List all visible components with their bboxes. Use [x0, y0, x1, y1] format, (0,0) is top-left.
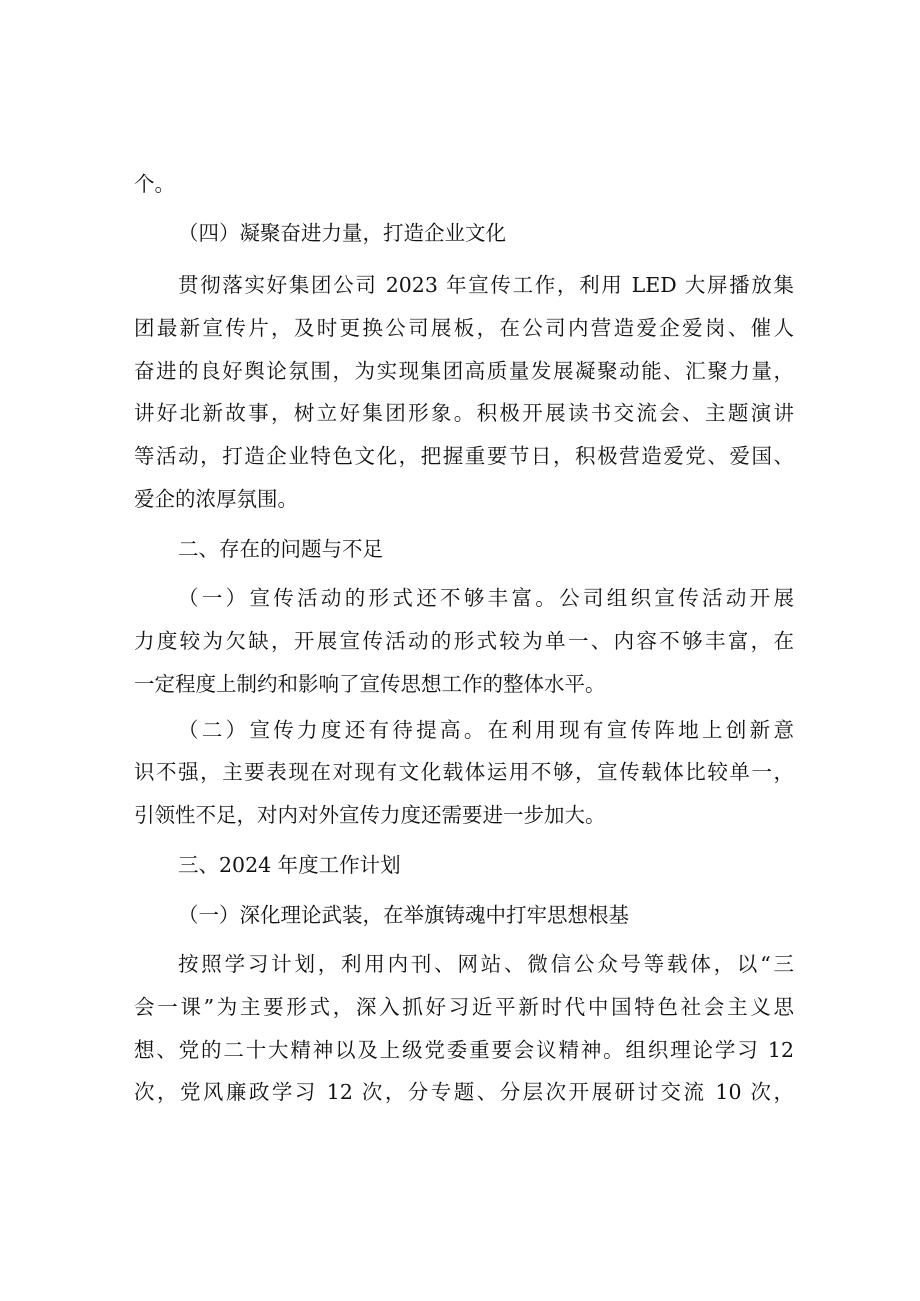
paragraph-line: 爱企的浓厚氛围。 [134, 487, 298, 511]
paragraph-line: 团最新宣传片，及时更换公司展板，在公司内营造爱企爱岗、催人 [134, 316, 794, 340]
section-heading: （一）深化理论武装，在举旗铸魂中打牢思想根基 [178, 903, 629, 927]
paragraph-line: 奋进的良好舆论氛围，为实现集团高质量发展凝聚动能、汇聚力量， [134, 359, 794, 383]
paragraph-line: 等活动，打造企业特色文化，把握重要节日，积极营造爱党、爱国、 [134, 444, 794, 468]
paragraph-line: 讲好北新故事，树立好集团形象。积极开展读书交流会、主题演讲 [134, 401, 794, 425]
paragraph-line: 引领性不足，对内对外宣传力度还需要进一步加大。 [134, 803, 606, 827]
paragraph-line: 贯彻落实好集团公司 2023 年宣传工作，利用 LED 大屏播放集 [178, 273, 794, 297]
text-line: 个。 [134, 172, 175, 196]
paragraph-line: 按照学习计划，利用内刊、网站、微信公众号等载体，以“三 [178, 952, 794, 976]
section-heading: 二、存在的问题与不足 [178, 537, 383, 561]
paragraph-line: （二）宣传力度还有待提高。在利用现有宣传阵地上创新意 [178, 718, 794, 742]
paragraph-line: 一定程度上制约和影响了宣传思想工作的整体水平。 [134, 672, 606, 696]
section-heading: 三、2024 年度工作计划 [178, 853, 401, 877]
paragraph-line: 识不强，主要表现在对现有文化载体运用不够，宣传载体比较单一， [134, 760, 794, 784]
paragraph-line: 次，党风廉政学习 12 次，分专题、分层次开展研讨交流 10 次， [134, 1080, 794, 1104]
section-heading: （四）凝聚奋进力量，打造企业文化 [178, 221, 506, 245]
paragraph-line: 想、党的二十大精神以及上级党委重要会议精神。组织理论学习 12 [134, 1038, 794, 1062]
paragraph-line: 会一课”为主要形式，深入抓好习近平新时代中国特色社会主义思 [134, 995, 794, 1019]
paragraph-line: 力度较为欠缺，开展宣传活动的形式较为单一、内容不够丰富，在 [134, 629, 794, 653]
paragraph-line: （一）宣传活动的形式还不够丰富。公司组织宣传活动开展 [178, 586, 794, 610]
